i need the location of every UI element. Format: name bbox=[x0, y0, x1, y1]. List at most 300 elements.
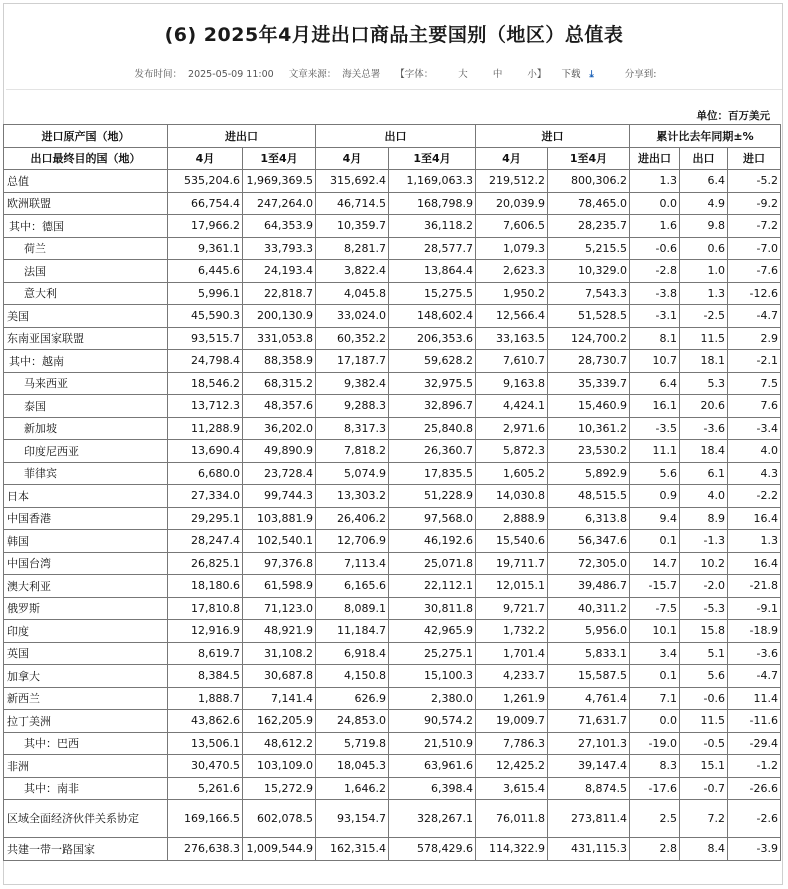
cell-import-apr: 33,163.5 bbox=[476, 327, 548, 350]
cell-trade-apr: 43,862.6 bbox=[168, 710, 243, 733]
cell-yoy-trade: -3.1 bbox=[630, 305, 680, 328]
page-title: (6) 2025年4月进出口商品主要国别（地区）总值表 bbox=[164, 24, 624, 46]
cell-import-apr: 1,605.2 bbox=[476, 462, 548, 485]
cell-import-jan-apr: 23,530.2 bbox=[548, 440, 630, 463]
cell-trade-jan-apr: 33,793.3 bbox=[243, 237, 316, 260]
cell-trade-apr: 24,798.4 bbox=[168, 350, 243, 373]
cell-trade-jan-apr: 71,123.0 bbox=[243, 597, 316, 620]
row-country-name: 其中：巴西 bbox=[4, 732, 168, 755]
header-export-jan-apr: 1至4月 bbox=[389, 147, 476, 170]
cell-export-apr: 33,024.0 bbox=[316, 305, 389, 328]
cell-import-apr: 9,163.8 bbox=[476, 372, 548, 395]
cell-yoy-trade: -7.5 bbox=[630, 597, 680, 620]
cell-yoy-export: 8.4 bbox=[680, 838, 728, 861]
cell-export-apr: 60,352.2 bbox=[316, 327, 389, 350]
cell-trade-apr: 26,825.1 bbox=[168, 552, 243, 575]
cell-export-jan-apr: 59,628.2 bbox=[389, 350, 476, 373]
header-trade-jan-apr: 1至4月 bbox=[243, 147, 316, 170]
cell-yoy-import: -21.8 bbox=[728, 575, 781, 598]
cell-yoy-export: 11.5 bbox=[680, 710, 728, 733]
header-yoy-export: 出口 bbox=[680, 147, 728, 170]
header-import: 进口 bbox=[476, 125, 630, 148]
cell-import-apr: 2,971.6 bbox=[476, 417, 548, 440]
cell-export-jan-apr: 206,353.6 bbox=[389, 327, 476, 350]
cell-trade-apr: 18,180.6 bbox=[168, 575, 243, 598]
cell-import-jan-apr: 6,313.8 bbox=[548, 507, 630, 530]
cell-yoy-import: -4.7 bbox=[728, 665, 781, 688]
cell-export-jan-apr: 2,380.0 bbox=[389, 687, 476, 710]
cell-trade-jan-apr: 64,353.9 bbox=[243, 215, 316, 238]
cell-export-apr: 5,074.9 bbox=[316, 462, 389, 485]
cell-export-jan-apr: 328,267.1 bbox=[389, 800, 476, 838]
cell-import-jan-apr: 78,465.0 bbox=[548, 192, 630, 215]
cell-import-jan-apr: 15,460.9 bbox=[548, 395, 630, 418]
row-country-name: 意大利 bbox=[4, 282, 168, 305]
row-country-name: 新加坡 bbox=[4, 417, 168, 440]
table-row bbox=[4, 800, 781, 838]
cell-export-jan-apr: 90,574.2 bbox=[389, 710, 476, 733]
cell-yoy-trade: -3.8 bbox=[630, 282, 680, 305]
row-country-name: 菲律宾 bbox=[4, 462, 168, 485]
cell-yoy-export: 4.9 bbox=[680, 192, 728, 215]
cell-yoy-export: 5.1 bbox=[680, 642, 728, 665]
cell-yoy-import: 16.4 bbox=[728, 507, 781, 530]
table-row bbox=[4, 462, 781, 485]
row-country-name: 东南亚国家联盟 bbox=[4, 327, 168, 350]
cell-import-apr: 3,615.4 bbox=[476, 777, 548, 800]
cell-yoy-import: 1.3 bbox=[728, 530, 781, 553]
table-row bbox=[4, 710, 781, 733]
cell-export-apr: 4,150.8 bbox=[316, 665, 389, 688]
download-link[interactable] bbox=[558, 69, 596, 80]
cell-export-jan-apr: 22,112.1 bbox=[389, 575, 476, 598]
header-export-apr: 4月 bbox=[316, 147, 389, 170]
cell-trade-jan-apr: 602,078.5 bbox=[243, 800, 316, 838]
table-row bbox=[4, 642, 781, 665]
cell-import-jan-apr: 7,543.3 bbox=[548, 282, 630, 305]
share-label: 分享到: bbox=[624, 69, 657, 80]
publish-time-value: 2025-05-09 11:00 bbox=[188, 69, 274, 80]
cell-yoy-export: -0.6 bbox=[680, 687, 728, 710]
row-country-name: 其中：德国 bbox=[4, 215, 168, 238]
cell-export-apr: 11,184.7 bbox=[316, 620, 389, 643]
table-header bbox=[4, 125, 781, 170]
cell-trade-apr: 17,810.8 bbox=[168, 597, 243, 620]
cell-export-jan-apr: 51,228.9 bbox=[389, 485, 476, 508]
cell-trade-jan-apr: 48,357.6 bbox=[243, 395, 316, 418]
cell-yoy-import: -3.9 bbox=[728, 838, 781, 861]
cell-export-apr: 4,045.8 bbox=[316, 282, 389, 305]
font-label: 【字体： bbox=[395, 69, 434, 80]
cell-yoy-export: 9.8 bbox=[680, 215, 728, 238]
cell-import-apr: 9,721.7 bbox=[476, 597, 548, 620]
cell-export-jan-apr: 17,835.5 bbox=[389, 462, 476, 485]
cell-export-apr: 8,089.1 bbox=[316, 597, 389, 620]
cell-trade-jan-apr: 68,315.2 bbox=[243, 372, 316, 395]
cell-import-apr: 219,512.2 bbox=[476, 170, 548, 193]
header-import-jan-apr: 1至4月 bbox=[548, 147, 630, 170]
font-medium-link[interactable]: 中 bbox=[492, 69, 503, 80]
cell-yoy-import: 7.6 bbox=[728, 395, 781, 418]
cell-trade-apr: 93,515.7 bbox=[168, 327, 243, 350]
font-small-link[interactable]: 小】 bbox=[527, 69, 547, 80]
cell-import-jan-apr: 800,306.2 bbox=[548, 170, 630, 193]
cell-trade-apr: 66,754.4 bbox=[168, 192, 243, 215]
row-country-name: 韩国 bbox=[4, 530, 168, 553]
cell-export-apr: 17,187.7 bbox=[316, 350, 389, 373]
cell-import-apr: 19,009.7 bbox=[476, 710, 548, 733]
cell-import-jan-apr: 5,215.5 bbox=[548, 237, 630, 260]
cell-import-jan-apr: 40,311.2 bbox=[548, 597, 630, 620]
table-row bbox=[4, 777, 781, 800]
table-row bbox=[4, 440, 781, 463]
cell-import-jan-apr: 10,361.2 bbox=[548, 417, 630, 440]
cell-import-apr: 1,732.2 bbox=[476, 620, 548, 643]
cell-trade-apr: 8,619.7 bbox=[168, 642, 243, 665]
table-row bbox=[4, 665, 781, 688]
cell-yoy-import: -7.0 bbox=[728, 237, 781, 260]
cell-yoy-export: -2.5 bbox=[680, 305, 728, 328]
cell-export-jan-apr: 32,975.5 bbox=[389, 372, 476, 395]
font-large-link[interactable]: 大 bbox=[458, 69, 468, 80]
header-country-origin: 进口原产国（地） bbox=[4, 125, 168, 148]
cell-export-jan-apr: 15,275.5 bbox=[389, 282, 476, 305]
cell-yoy-import: 16.4 bbox=[728, 552, 781, 575]
cell-import-apr: 5,872.3 bbox=[476, 440, 548, 463]
cell-yoy-import: 4.0 bbox=[728, 440, 781, 463]
divider bbox=[6, 89, 782, 90]
header-export: 出口 bbox=[316, 125, 476, 148]
cell-export-apr: 93,154.7 bbox=[316, 800, 389, 838]
cell-trade-jan-apr: 1,969,369.5 bbox=[243, 170, 316, 193]
row-country-name: 欧洲联盟 bbox=[4, 192, 168, 215]
cell-trade-apr: 45,590.3 bbox=[168, 305, 243, 328]
cell-yoy-export: 8.9 bbox=[680, 507, 728, 530]
cell-yoy-trade: 0.1 bbox=[630, 530, 680, 553]
cell-yoy-import: -11.6 bbox=[728, 710, 781, 733]
cell-trade-jan-apr: 102,540.1 bbox=[243, 530, 316, 553]
header-yoy-import: 进口 bbox=[728, 147, 781, 170]
cell-yoy-export: 7.2 bbox=[680, 800, 728, 838]
cell-import-jan-apr: 39,147.4 bbox=[548, 755, 630, 778]
cell-export-jan-apr: 36,118.2 bbox=[389, 215, 476, 238]
table-row bbox=[4, 732, 781, 755]
table-row bbox=[4, 530, 781, 553]
cell-yoy-trade: -2.8 bbox=[630, 260, 680, 283]
cell-import-jan-apr: 8,874.5 bbox=[548, 777, 630, 800]
table-row bbox=[4, 260, 781, 283]
source-value: 海关总署 bbox=[342, 69, 381, 80]
table-body bbox=[4, 170, 781, 861]
cell-export-apr: 315,692.4 bbox=[316, 170, 389, 193]
cell-export-jan-apr: 32,896.7 bbox=[389, 395, 476, 418]
cell-yoy-trade: -19.0 bbox=[630, 732, 680, 755]
cell-export-apr: 9,288.3 bbox=[316, 395, 389, 418]
cell-import-apr: 7,610.7 bbox=[476, 350, 548, 373]
cell-import-jan-apr: 15,587.5 bbox=[548, 665, 630, 688]
table-row bbox=[4, 507, 781, 530]
row-country-name: 新西兰 bbox=[4, 687, 168, 710]
header-yoy-trade: 进出口 bbox=[630, 147, 680, 170]
cell-trade-apr: 1,888.7 bbox=[168, 687, 243, 710]
table-row bbox=[4, 215, 781, 238]
cell-trade-apr: 12,916.9 bbox=[168, 620, 243, 643]
cell-import-apr: 4,233.7 bbox=[476, 665, 548, 688]
cell-yoy-export: -1.3 bbox=[680, 530, 728, 553]
cell-yoy-export: 6.1 bbox=[680, 462, 728, 485]
cell-yoy-import: -7.6 bbox=[728, 260, 781, 283]
cell-yoy-trade: 7.1 bbox=[630, 687, 680, 710]
row-country-name: 印度尼西亚 bbox=[4, 440, 168, 463]
cell-yoy-export: 1.0 bbox=[680, 260, 728, 283]
cell-yoy-import: -1.2 bbox=[728, 755, 781, 778]
cell-yoy-export: 6.4 bbox=[680, 170, 728, 193]
cell-yoy-import: 11.4 bbox=[728, 687, 781, 710]
cell-trade-apr: 5,996.1 bbox=[168, 282, 243, 305]
cell-import-apr: 2,623.3 bbox=[476, 260, 548, 283]
cell-export-jan-apr: 1,169,063.3 bbox=[389, 170, 476, 193]
cell-import-apr: 12,425.2 bbox=[476, 755, 548, 778]
cell-export-jan-apr: 21,510.9 bbox=[389, 732, 476, 755]
cell-import-jan-apr: 5,956.0 bbox=[548, 620, 630, 643]
cell-export-jan-apr: 6,398.4 bbox=[389, 777, 476, 800]
cell-export-apr: 162,315.4 bbox=[316, 838, 389, 861]
cell-export-jan-apr: 578,429.6 bbox=[389, 838, 476, 861]
cell-export-apr: 26,406.2 bbox=[316, 507, 389, 530]
cell-yoy-trade: 8.1 bbox=[630, 327, 680, 350]
cell-yoy-import: 2.9 bbox=[728, 327, 781, 350]
cell-trade-jan-apr: 99,744.3 bbox=[243, 485, 316, 508]
cell-trade-jan-apr: 48,921.9 bbox=[243, 620, 316, 643]
cell-trade-apr: 6,445.6 bbox=[168, 260, 243, 283]
cell-import-jan-apr: 5,892.9 bbox=[548, 462, 630, 485]
cell-yoy-trade: 0.0 bbox=[630, 710, 680, 733]
cell-trade-jan-apr: 97,376.8 bbox=[243, 552, 316, 575]
cell-import-jan-apr: 28,235.7 bbox=[548, 215, 630, 238]
cell-yoy-export: -2.0 bbox=[680, 575, 728, 598]
cell-yoy-import: -2.2 bbox=[728, 485, 781, 508]
table-row bbox=[4, 192, 781, 215]
table-row bbox=[4, 687, 781, 710]
table-row bbox=[4, 305, 781, 328]
cell-yoy-export: 11.5 bbox=[680, 327, 728, 350]
cell-trade-apr: 18,546.2 bbox=[168, 372, 243, 395]
cell-trade-apr: 276,638.3 bbox=[168, 838, 243, 861]
cell-yoy-export: 1.3 bbox=[680, 282, 728, 305]
cell-import-jan-apr: 28,730.7 bbox=[548, 350, 630, 373]
cell-trade-jan-apr: 331,053.8 bbox=[243, 327, 316, 350]
cell-import-jan-apr: 10,329.0 bbox=[548, 260, 630, 283]
cell-yoy-export: 0.6 bbox=[680, 237, 728, 260]
cell-export-apr: 626.9 bbox=[316, 687, 389, 710]
cell-trade-apr: 17,966.2 bbox=[168, 215, 243, 238]
article-source bbox=[286, 69, 384, 80]
font-size-controls bbox=[392, 69, 552, 80]
row-country-name: 马来西亚 bbox=[4, 372, 168, 395]
cell-export-jan-apr: 97,568.0 bbox=[389, 507, 476, 530]
cell-yoy-export: 4.0 bbox=[680, 485, 728, 508]
cell-trade-jan-apr: 30,687.8 bbox=[243, 665, 316, 688]
cell-import-jan-apr: 48,515.5 bbox=[548, 485, 630, 508]
cell-export-apr: 7,818.2 bbox=[316, 440, 389, 463]
cell-import-apr: 20,039.9 bbox=[476, 192, 548, 215]
cell-export-apr: 13,303.2 bbox=[316, 485, 389, 508]
cell-export-apr: 24,853.0 bbox=[316, 710, 389, 733]
row-country-name: 非洲 bbox=[4, 755, 168, 778]
cell-import-apr: 15,540.6 bbox=[476, 530, 548, 553]
table-row bbox=[4, 350, 781, 373]
cell-trade-jan-apr: 88,358.9 bbox=[243, 350, 316, 373]
cell-yoy-export: 5.3 bbox=[680, 372, 728, 395]
cell-import-apr: 114,322.9 bbox=[476, 838, 548, 861]
cell-export-jan-apr: 13,864.4 bbox=[389, 260, 476, 283]
cell-export-apr: 7,113.4 bbox=[316, 552, 389, 575]
row-country-name: 拉丁美洲 bbox=[4, 710, 168, 733]
cell-yoy-trade: 16.1 bbox=[630, 395, 680, 418]
table-row bbox=[4, 755, 781, 778]
cell-trade-jan-apr: 23,728.4 bbox=[243, 462, 316, 485]
cell-trade-apr: 6,680.0 bbox=[168, 462, 243, 485]
table-row bbox=[4, 575, 781, 598]
cell-yoy-import: -3.6 bbox=[728, 642, 781, 665]
cell-yoy-trade: 0.9 bbox=[630, 485, 680, 508]
cell-yoy-trade: 10.7 bbox=[630, 350, 680, 373]
cell-import-jan-apr: 71,631.7 bbox=[548, 710, 630, 733]
cell-import-apr: 7,606.5 bbox=[476, 215, 548, 238]
cell-import-jan-apr: 35,339.7 bbox=[548, 372, 630, 395]
cell-yoy-import: -9.2 bbox=[728, 192, 781, 215]
publish-time bbox=[132, 69, 277, 80]
cell-export-apr: 12,706.9 bbox=[316, 530, 389, 553]
cell-export-apr: 1,646.2 bbox=[316, 777, 389, 800]
cell-export-apr: 5,719.8 bbox=[316, 732, 389, 755]
cell-import-jan-apr: 56,347.6 bbox=[548, 530, 630, 553]
cell-export-apr: 6,165.6 bbox=[316, 575, 389, 598]
cell-yoy-import: 7.5 bbox=[728, 372, 781, 395]
article-meta bbox=[0, 66, 788, 80]
cell-trade-apr: 27,334.0 bbox=[168, 485, 243, 508]
row-country-name: 日本 bbox=[4, 485, 168, 508]
cell-yoy-trade: 11.1 bbox=[630, 440, 680, 463]
cell-yoy-trade: 1.6 bbox=[630, 215, 680, 238]
table-row bbox=[4, 838, 781, 861]
cell-trade-jan-apr: 36,202.0 bbox=[243, 417, 316, 440]
cell-yoy-trade: -0.6 bbox=[630, 237, 680, 260]
cell-trade-jan-apr: 247,264.0 bbox=[243, 192, 316, 215]
cell-yoy-trade: 6.4 bbox=[630, 372, 680, 395]
cell-trade-jan-apr: 7,141.4 bbox=[243, 687, 316, 710]
cell-import-apr: 76,011.8 bbox=[476, 800, 548, 838]
cell-export-apr: 9,382.4 bbox=[316, 372, 389, 395]
cell-trade-apr: 13,712.3 bbox=[168, 395, 243, 418]
cell-trade-apr: 9,361.1 bbox=[168, 237, 243, 260]
cell-export-jan-apr: 25,275.1 bbox=[389, 642, 476, 665]
cell-yoy-export: -5.3 bbox=[680, 597, 728, 620]
cell-yoy-trade: 8.3 bbox=[630, 755, 680, 778]
cell-import-jan-apr: 27,101.3 bbox=[548, 732, 630, 755]
cell-trade-jan-apr: 31,108.2 bbox=[243, 642, 316, 665]
cell-yoy-export: 18.4 bbox=[680, 440, 728, 463]
cell-yoy-trade: 2.8 bbox=[630, 838, 680, 861]
row-country-name: 区域全面经济伙伴关系协定 bbox=[4, 800, 168, 838]
cell-export-jan-apr: 148,602.4 bbox=[389, 305, 476, 328]
cell-yoy-export: 20.6 bbox=[680, 395, 728, 418]
cell-yoy-import: -9.1 bbox=[728, 597, 781, 620]
cell-import-apr: 19,711.7 bbox=[476, 552, 548, 575]
cell-trade-jan-apr: 48,612.2 bbox=[243, 732, 316, 755]
cell-yoy-import: -7.2 bbox=[728, 215, 781, 238]
cell-trade-jan-apr: 61,598.9 bbox=[243, 575, 316, 598]
cell-export-apr: 3,822.4 bbox=[316, 260, 389, 283]
cell-export-apr: 46,714.5 bbox=[316, 192, 389, 215]
cell-yoy-import: -18.9 bbox=[728, 620, 781, 643]
source-label: 文章来源： bbox=[288, 69, 337, 80]
cell-export-jan-apr: 25,840.8 bbox=[389, 417, 476, 440]
cell-yoy-trade: 0.1 bbox=[630, 665, 680, 688]
cell-yoy-import: -4.7 bbox=[728, 305, 781, 328]
cell-yoy-import: -2.6 bbox=[728, 800, 781, 838]
header-trade: 进出口 bbox=[168, 125, 316, 148]
table-row bbox=[4, 327, 781, 350]
cell-import-jan-apr: 72,305.0 bbox=[548, 552, 630, 575]
table-row bbox=[4, 237, 781, 260]
row-country-name: 美国 bbox=[4, 305, 168, 328]
cell-trade-jan-apr: 22,818.7 bbox=[243, 282, 316, 305]
cell-import-apr: 4,424.1 bbox=[476, 395, 548, 418]
table-row bbox=[4, 372, 781, 395]
cell-export-jan-apr: 30,811.8 bbox=[389, 597, 476, 620]
cell-trade-jan-apr: 24,193.4 bbox=[243, 260, 316, 283]
row-country-name: 荷兰 bbox=[4, 237, 168, 260]
cell-trade-apr: 8,384.5 bbox=[168, 665, 243, 688]
row-country-name: 加拿大 bbox=[4, 665, 168, 688]
row-country-name: 印度 bbox=[4, 620, 168, 643]
cell-yoy-import: 4.3 bbox=[728, 462, 781, 485]
cell-trade-jan-apr: 103,881.9 bbox=[243, 507, 316, 530]
cell-yoy-import: -5.2 bbox=[728, 170, 781, 193]
cell-export-jan-apr: 42,965.9 bbox=[389, 620, 476, 643]
cell-import-apr: 12,566.4 bbox=[476, 305, 548, 328]
cell-import-apr: 12,015.1 bbox=[476, 575, 548, 598]
cell-trade-apr: 28,247.4 bbox=[168, 530, 243, 553]
cell-export-jan-apr: 28,577.7 bbox=[389, 237, 476, 260]
cell-yoy-import: -2.1 bbox=[728, 350, 781, 373]
cell-yoy-import: -12.6 bbox=[728, 282, 781, 305]
row-country-name: 其中：南非 bbox=[4, 777, 168, 800]
cell-yoy-trade: 10.1 bbox=[630, 620, 680, 643]
cell-yoy-export: 18.1 bbox=[680, 350, 728, 373]
cell-export-apr: 10,359.7 bbox=[316, 215, 389, 238]
cell-yoy-export: 5.6 bbox=[680, 665, 728, 688]
cell-export-apr: 6,918.4 bbox=[316, 642, 389, 665]
cell-yoy-export: 15.8 bbox=[680, 620, 728, 643]
cell-trade-jan-apr: 49,890.9 bbox=[243, 440, 316, 463]
cell-trade-apr: 13,506.1 bbox=[168, 732, 243, 755]
cell-import-jan-apr: 5,833.1 bbox=[548, 642, 630, 665]
cell-yoy-trade: -15.7 bbox=[630, 575, 680, 598]
cell-yoy-import: -29.4 bbox=[728, 732, 781, 755]
cell-import-jan-apr: 124,700.2 bbox=[548, 327, 630, 350]
cell-yoy-trade: 5.6 bbox=[630, 462, 680, 485]
trade-table bbox=[3, 124, 781, 861]
table-row bbox=[4, 395, 781, 418]
cell-import-jan-apr: 4,761.4 bbox=[548, 687, 630, 710]
cell-trade-apr: 13,690.4 bbox=[168, 440, 243, 463]
table-row bbox=[4, 597, 781, 620]
row-country-name: 其中：越南 bbox=[4, 350, 168, 373]
row-country-name: 法国 bbox=[4, 260, 168, 283]
cell-trade-jan-apr: 1,009,544.9 bbox=[243, 838, 316, 861]
